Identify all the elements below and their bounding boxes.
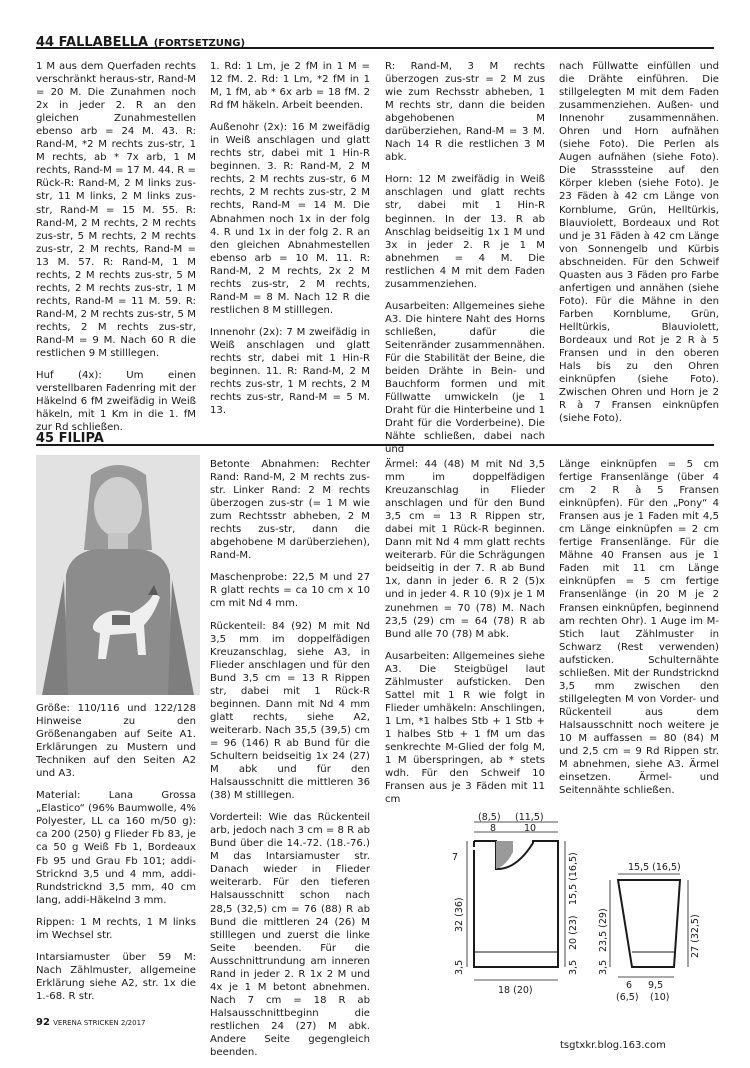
photo-illustration xyxy=(36,455,200,695)
body-top-left-label: (8,5) xyxy=(478,812,501,823)
paragraph: Rückenteil: 84 (92) M mit Nd 3,5 mm im doppelfädigen Kreuzanschlag, siehe A3, in Flieder anschlagen und für den Bund 3,5 cm = 13 R Rippen str, dabei mit 1 Rück-R beginnen. Dann mit Nd 4 mm glatt rechts, siehe A2, weiterarb. Nach 35,5 (39,5) cm = 96 (146) R ab Bund für die Schultern beidseitig 1x 24 (27) M abk und für den Halsausschnitt die mittleren 36 (38) M stilllegen. xyxy=(210,620,370,802)
section44-col3 xyxy=(385,60,545,465)
sleeve-bottom-right-alt-label: (10) xyxy=(650,992,670,1003)
body-right-rib-label: 3,5 xyxy=(568,959,579,975)
schematic-diagrams xyxy=(430,810,730,1010)
body-neck-depth-label: 7 xyxy=(452,852,459,863)
body-top-10-label: 10 xyxy=(524,823,537,834)
paragraph: Ausarbeiten: Allgemeines siehe A3. Die Steigbügel laut Zählmuster aufsticken. Den Sattel mit 1 R wie folgt in Flieder umhäkeln: Anschlingen, 1 Lm, *1 halbes Stb + 1 Stb + 1 halbes Stb + 1 fM um das senkrechte M-Glied der folg M, 1 M überspringen, ab * stets wdh. Für den Schweif 10 Fransen aus je 3 Fäden mit 11 cm xyxy=(385,650,545,806)
paragraph: 1 M aus dem Querfaden rechts verschränkt heraus-str, Rand-M = 20 M. Die Zunahmen noch 2x in jeder 2. R an den gleichen Zunahmestellen ebenso arb = 24 M. 43. R: Rand-M, *2 M rechts zus-str, 1 M rechts, ab * 7x arb, 1 M rechts, Rand-M = 17 M. 44. R = Rück-R: Rand-M, 2 M links zus-str, 11 M links, 2 M links zus-str, Rand-M = 15 M. 55. R: Rand-M, 2 M rechts, 2 M rechts zus-str, 5 M rechts, 2 M rechts zus-str, 2 M rechts, Rand-M = 13 M. 57. R: Rand-M, 1 M rechts, 2 M rechts zus-str, 5 M rechts, 2 M rechts zus-str, 1 M rechts, Rand-M = 11 M. 59. R: Rand-M, 2 M rechts zus-str, 5 M rechts, 2 M rechts zus-str, Rand-M = 9 M. Nach 60 R die restlichen 9 M stilllegen. xyxy=(36,61,196,360)
paragraph: Innenohr (2x): 7 M zweifädig in Weiß anschlagen und glatt rechts str, dabei mit 1 Hin-R beginnen. 11. R: Rand-M, 2 M rechts zus-str, 1 M rechts, 2 M rechts zus-str, Rand-M = 5 M. 13. xyxy=(210,326,370,417)
paragraph: Intarsiamuster über 59 M: Nach Zählmuster, allgemeine Erklärung siehe A2, str. 1x die 1.-68. R str. xyxy=(36,951,196,1002)
section-subtitle-44: (FORTSETZUNG) xyxy=(153,38,246,49)
body-schematic xyxy=(452,812,579,996)
watermark xyxy=(560,1040,666,1051)
section45-col2 xyxy=(210,458,370,1068)
sleeve-right-height-label: 27 (32,5) xyxy=(690,914,701,958)
paragraph: Huf (4x): Um einen verstellbaren Fadenring mit der Häkelnd 6 fM zweifädig in Weiß häkeln, mit 1 Km in die 1. fM zur Rd schließen. xyxy=(36,370,196,434)
magazine-name: VERENA STRICKEN 2/2017 xyxy=(53,1019,146,1027)
section45-rule xyxy=(36,444,714,446)
paragraph: Länge einknüpfen = 5 cm fertige Fransenlänge (über 4 cm 2 R à 5 Fransen einknüpfen). Für den „Pony“ 4 Fransen aus je 1 Faden mit 4,5 cm Länge einknüpfen = 2 cm fertige Fransenlänge. Für die Mähne 40 Fransen aus je 1 Faden mit 11 cm Länge einknüpfen = 5 cm fertige Fransenlänge (in 20 M je 2 Fransen einknüpfen, beginnend am rechten Ohr). 1 Auge im M-Stich laut Zählmuster in Schwarz (Rest verwenden) aufsticken. Schulternähte schließen. Mit der Rundstricknd 3,5 mm zwischen den stillgelegten M von Vorder- und Rückenteil aus dem Halsausschnitt noch weitere je 10 M auffassen = 80 (84) M und 2,5 cm = 9 Rd Rippen str. M abnehmen, siehe A3. Ärmel einsetzen. Ärmel- und Seitennähte schließen. xyxy=(559,459,719,797)
paragraph: Betonte Abnahmen: Rechter Rand: Rand-M, 2 M rechts zus-str. Linker Rand: 2 M rechts überzogen zus-str (= 1 M wie zum Rechtsstr abheben, 2 M rechts zus-str, dann die abgehobene M darüberziehen), Rand-M. xyxy=(210,459,370,562)
section-title-44: 44 FALLABELLA xyxy=(36,35,149,50)
section45-col4 xyxy=(559,458,719,806)
body-left-rib-label: 3,5 xyxy=(454,959,465,975)
sleeve-bottom-right-label: 9,5 xyxy=(648,980,664,991)
paragraph: Material: Lana Grossa „Elastico“ (96% Baumwolle, 4% Polyester, LL ca 160 m/50 g): ca 200 (250) g Flieder Fb 83, je ca 50 g Weiß Fb 1, Bordeaux Fb 95 und Grau Fb 101; addi-Stricknd 3,5 und 4 mm, addi-Rundstricknd 3,5 mm, 40 cm lang, addi-Häkelnd 3 mm. xyxy=(36,790,196,906)
sleeve-rib-label: 3,5 xyxy=(598,959,609,975)
paragraph: nach Füllwatte einfüllen und die Drähte einführen. Die stillgelegten M mit dem Faden zusammenziehen. Außen- und Innenohr zusammennähen. Ohren und Horn aufnähen (siehe Foto). Die Perlen als Augen aufnähen (siehe Foto). Die Strasssteine auf den Körper kleben (siehe Foto). Je 23 Fäden à 42 cm Länge von Kornblume, Grün, Helltürkis, Blauviolett, Bordeaux und Rot und je 31 Fäden à 42 cm Länge von Sonnengelb und Kürbis abschneiden. Für den Schweif Quasten aus 3 Fäden pro Farbe anfertigen und annähen (siehe Foto). Für die Mähne in den Farben Kornblume, Grün, Helltürkis, Blauviolett, Bordeaux und Rot je 2 R à 5 Fransen und in den oberen Hals bis zu den Ohren einknüpfen (siehe Foto). Zwischen Ohren und Horn je 2 R à 7 Fransen einknüpfen (siehe Foto). xyxy=(559,61,719,425)
paragraph: Horn: 12 M zweifädig in Weiß anschlagen und glatt rechts str, dabei mit 1 Hin-R beginnen. In der 13. R ab Anschlag beidseitig 1x 1 M und 3x in jeder 2. R je 1 M abnehmen = 4 M. Die restlichen 4 M mit dem Faden zusammenziehen. xyxy=(385,174,545,290)
photo-girl-sweater xyxy=(36,455,200,695)
sleeve-top-label: 15,5 (16,5) xyxy=(628,862,681,873)
watermark-text: tsgtxkr.blog.163.com xyxy=(560,1040,666,1051)
sleeve-schematic xyxy=(598,862,701,1003)
body-left-total-label: 32 (36) xyxy=(454,897,465,932)
paragraph: Ausarbeiten: Allgemeines siehe A3. Die hintere Naht des Horns schließen, dafür die Seitenränder zusammennähen. Für die Stabilität der Beine, die beiden Drähte in Bein- und Bauchform formen und mit Füllwatte umwickeln (je 1 Draht für die Hinterbeine und 1 Draht für die Vorderbeine). Die Nähte schließen, dabei nach und xyxy=(385,300,545,456)
body-bottom-label: 18 (20) xyxy=(498,985,533,996)
sleeve-left-height-label: 23,5 (29) xyxy=(598,908,609,952)
paragraph: Rippen: 1 M rechts, 1 M links im Wechsel str. xyxy=(36,916,196,941)
paragraph: Maschenprobe: 22,5 M und 27 R glatt rechts = ca 10 cm x 10 cm mit Nd 4 mm. xyxy=(210,572,370,610)
footer-page xyxy=(36,1017,146,1028)
body-top-right-label: (11,5) xyxy=(515,812,544,823)
section45-col1 xyxy=(36,702,196,1012)
section44-col1 xyxy=(36,60,196,443)
body-top-8-label: 8 xyxy=(490,823,497,834)
sleeve-bottom-left-label: 6 xyxy=(626,980,633,991)
paragraph: Außenohr (2x): 16 M zweifädig in Weiß anschlagen und glatt rechts str, dabei mit 1 Hin-R beginnen. 3. R: Rand-M, 2 M rechts, 2 M rechts zus-str, 6 M rechts, 2 M rechts zus-str, 2 M rechts, Rand-M = 14 M. Die Abnahmen noch 1x in der folg 4. R und 1x in der folg 2. R an den gleichen Abnahmestellen ebenso arb = 10 M. 11. R: Rand-M, 2 M rechts, 2x 2 M rechts zus-str, 2 M rechts, Rand-M = 8 M. Nach 12 R die restlichen 8 M stilllegen. xyxy=(210,122,370,316)
section45-col3 xyxy=(385,458,545,815)
sleeve-bottom-left-alt-label: (6,5) xyxy=(616,992,639,1003)
section44-col4 xyxy=(559,60,719,434)
paragraph: Ärmel: 44 (48) M mit Nd 3,5 mm im doppelfädigen Kreuzanschlag in Flieder anschlagen und für den Bund 3,5 cm = 13 R Rippen str, dabei mit 1 Rück-R beginnen. Dann mit Nd 4 mm glatt rechts weiterarb. Für die Schrägungen beidseitig in der 7. R ab Bund 1x, dann in jeder 6. R 2 (5)x und in jeder 4. R 10 (9)x je 1 M zunehmen = 70 (78) M. Nach 23,5 (29) cm = 64 (78) R ab Bund alle 70 (78) M abk. xyxy=(385,459,545,640)
section-title-45: 45 FILIPA xyxy=(36,431,104,446)
paragraph: Vorderteil: Wie das Rückenteil arb, jedoch nach 3 cm = 8 R ab Bund über die 14.-72. (18.-76.) M das Intarsiamuster str. Danach wieder in Flieder weiterarb. Für den tieferen Halsausschnitt schon nach 28,5 (32,5) cm = 76 (88) R ab Bund die mittleren 24 (26) M stilllegen und zuerst die linke Seite beenden. Für die Ausschnittrundung am inneren Rand in jeder 2. R 1x 2 M und 4x je 1 M betont abnehmen. Nach 7 cm = 18 R ab Halsausschnittbeginn die restlichen 24 (27) M abk. Andere Seite gegengleich beenden. xyxy=(210,812,370,1059)
top-rule xyxy=(36,47,714,49)
paragraph: R: Rand-M, 3 M rechts überzogen zus-str = 2 M zus wie zum Rechsstr abheben, 1 M rechts str, dann die beiden abgehobenen M darüberziehen, Rand-M = 3 M. Nach 14 R die restlichen 3 M abk. xyxy=(385,61,545,164)
page-number: 92 xyxy=(36,1017,50,1028)
section44-col2 xyxy=(210,60,370,426)
paragraph: 1. Rd: 1 Lm, je 2 fM in 1 M = 12 fM. 2. Rd: 1 Lm, *2 fM in 1 M, 1 fM, ab * 6x arb = 18 fM. 2 Rd fM häkeln. Arbeit beenden. xyxy=(210,61,370,112)
paragraph: Größe: 110/116 und 122/128 Hinweise zu den Größenangaben auf Seite A1. Erklärungen zu Mustern und Techniken auf den Seiten A2 und A3. xyxy=(36,703,196,780)
body-right-lower-label: 20 (23) xyxy=(568,915,579,950)
body-right-upper-label: 15,5 (16,5) xyxy=(568,852,579,905)
